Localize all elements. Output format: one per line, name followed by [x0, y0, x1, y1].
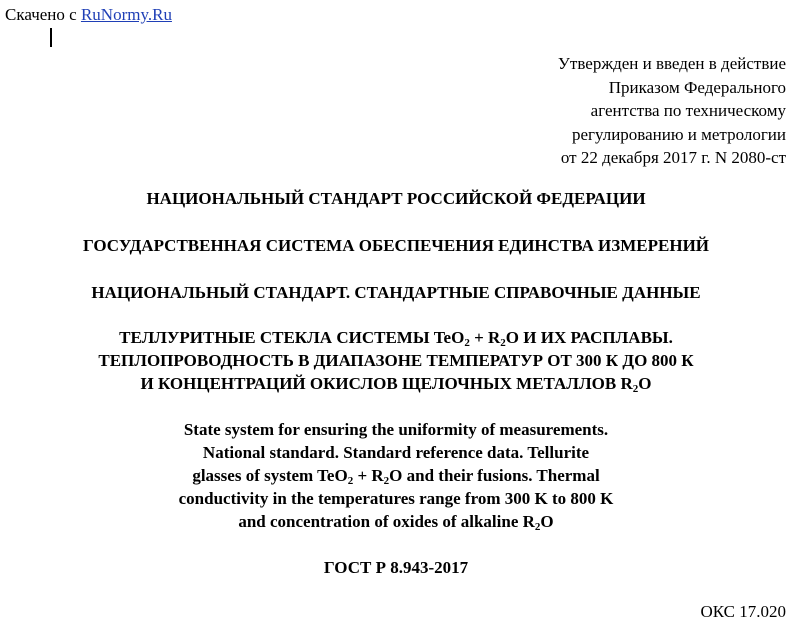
title-english: [0, 418, 792, 533]
text-segment: И КОНЦЕНТРАЦИЙ ОКИСЛОВ ЩЕЛОЧНЫХ МЕТАЛЛОВ R: [140, 374, 633, 393]
text-segment: and concentration of oxides of alkaline R: [238, 512, 535, 531]
approval-line: Приказом Федерального: [608, 77, 786, 97]
title-en-line-1: State system for ensuring the uniformity of measurements.: [183, 420, 609, 439]
subscript: 2: [347, 475, 354, 487]
text-segment: O and their fusions. Thermal: [389, 466, 600, 485]
approval-line: агентства по техническому: [590, 101, 786, 120]
subscript: 2: [632, 383, 639, 395]
title-en-line-3: [0, 464, 792, 487]
subscript: 2: [383, 475, 390, 487]
standard-designation: ГОСТ Р 8.943-2017: [323, 558, 469, 577]
national-standard-heading: НАЦИОНАЛЬНЫЙ СТАНДАРТ РОССИЙСКОЙ ФЕДЕРАЦИИ: [146, 189, 646, 208]
title-en-line-5: [0, 510, 792, 533]
text-segment: + R: [469, 328, 501, 347]
source-prefix: Скачено с: [5, 5, 81, 24]
approval-line: регулированию и метрологии: [571, 124, 786, 144]
subscript: 2: [500, 337, 506, 349]
approval-block: [558, 52, 786, 170]
subscript: 2: [534, 521, 541, 533]
text-segment: glasses of system TeO: [192, 466, 348, 485]
reference-data-heading: НАЦИОНАЛЬНЫЙ СТАНДАРТ. СТАНДАРТНЫЕ СПРАВОЧНЫЕ ДАННЫЕ: [91, 283, 701, 302]
title-ru-line-2: ТЕПЛОПРОВОДНОСТЬ В ДИАПАЗОНЕ ТЕМПЕРАТУР ОТ 300 К ДО 800 К: [98, 351, 694, 370]
approval-line: от 22 декабря 2017 г. N 2080-ст: [560, 148, 786, 167]
source-link[interactable]: RuNormy.Ru: [80, 5, 172, 24]
subscript: 2: [464, 337, 470, 349]
title-ru-line-3: [0, 372, 792, 395]
text-segment: + R: [353, 466, 384, 485]
title-en-line-4: conductivity in the temperatures range from 300 K to 800 K: [178, 489, 614, 508]
title-ru-line-1: [0, 326, 792, 349]
approval-line: Утвержден и введен в действие: [557, 54, 786, 73]
text-segment: ТЕЛЛУРИТНЫЕ СТЕКЛА СИСТЕМЫ TeO: [119, 328, 465, 347]
title-russian: [0, 326, 792, 395]
title-en-line-2: National standard. Standard reference data. Tellurite: [202, 443, 590, 462]
oks-code: ОКС 17.020: [700, 602, 786, 621]
text-segment: O И ИХ РАСПЛАВЫ.: [505, 328, 673, 347]
text-segment: O: [540, 512, 554, 531]
source-line: [5, 5, 172, 25]
system-heading: ГОСУДАРСТВЕННАЯ СИСТЕМА ОБЕСПЕЧЕНИЯ ЕДИНСТВА ИЗМЕРЕНИЙ: [82, 236, 710, 255]
text-segment: O: [638, 374, 652, 393]
text-cursor: [50, 28, 52, 47]
